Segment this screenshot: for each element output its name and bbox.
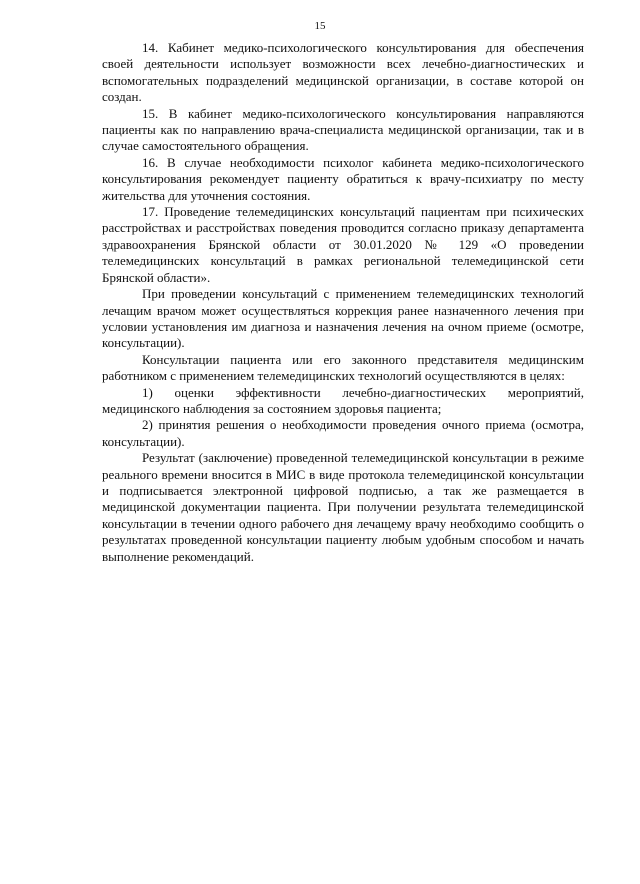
paragraph-17: 17. Проведение телемедицинских консультаций пациентам при психических расстройствах и расстройствах поведения проводится согласно приказу департамента здравоохранения Брянской области от 30.01.2020 № 129 «О проведении телемедицинских консультаций в рамках региональной телемедицинской сети Брянской области». [102,204,584,285]
paragraph-consultation-goals: Консультации пациента или его законного представителя медицинским работником с применением телемедицинских технологий осуществляются в целях: [102,351,584,384]
list-item-1: 1) оценки эффективности лечебно-диагностических мероприятий, медицинского наблюдения за состоянием здоровья пациента; [102,384,584,416]
paragraph-correction: При проведении консультаций с применением телемедицинских технологий лечащим врачом может осуществляться коррекция ранее назначенного лечения при условии установления им диагноза и назначения лечения на очном приеме (осмотре, консультации). [102,286,584,351]
page-number: 15 [314,20,326,32]
paragraph-result: Результат (заключение) проведенной телемедицинской консультации в режиме реального времени вносится в МИС в виде протокола телемедицинской консультации и подписывается электронной цифровой подписью, а так же размещается в медицинской документации пациента. При получении результата телемедицинской консультации в течении одного рабочего дня лечащему врачу необходимо сообщить о результатах проведенной консультации пациенту любым удобным способом и начать выполнение рекомендаций. [102,450,584,564]
paragraph-16: 16. В случае необходимости психолог кабинета медико-психологического консультирования рекомендует пациенту обратиться к врачу-психиатру по месту жительства для уточнения состояния. [102,154,584,203]
list-item-2: 2) принятия решения о необходимости проведения очного приема (осмотра, консультации). [102,417,584,449]
paragraph-14: 14. Кабинет медико-психологического консультирования для обеспечения своей деятельности использует возможности всех лечебно-диагностических и вспомогательных подразделений медицинской организации, в составе которой он создан. [102,40,584,105]
paragraph-15: 15. В кабинет медико-психологического консультирования направляются пациенты как по направлению врача-специалиста медицинской организации, так и в случае самостоятельного обращения. [102,105,584,154]
